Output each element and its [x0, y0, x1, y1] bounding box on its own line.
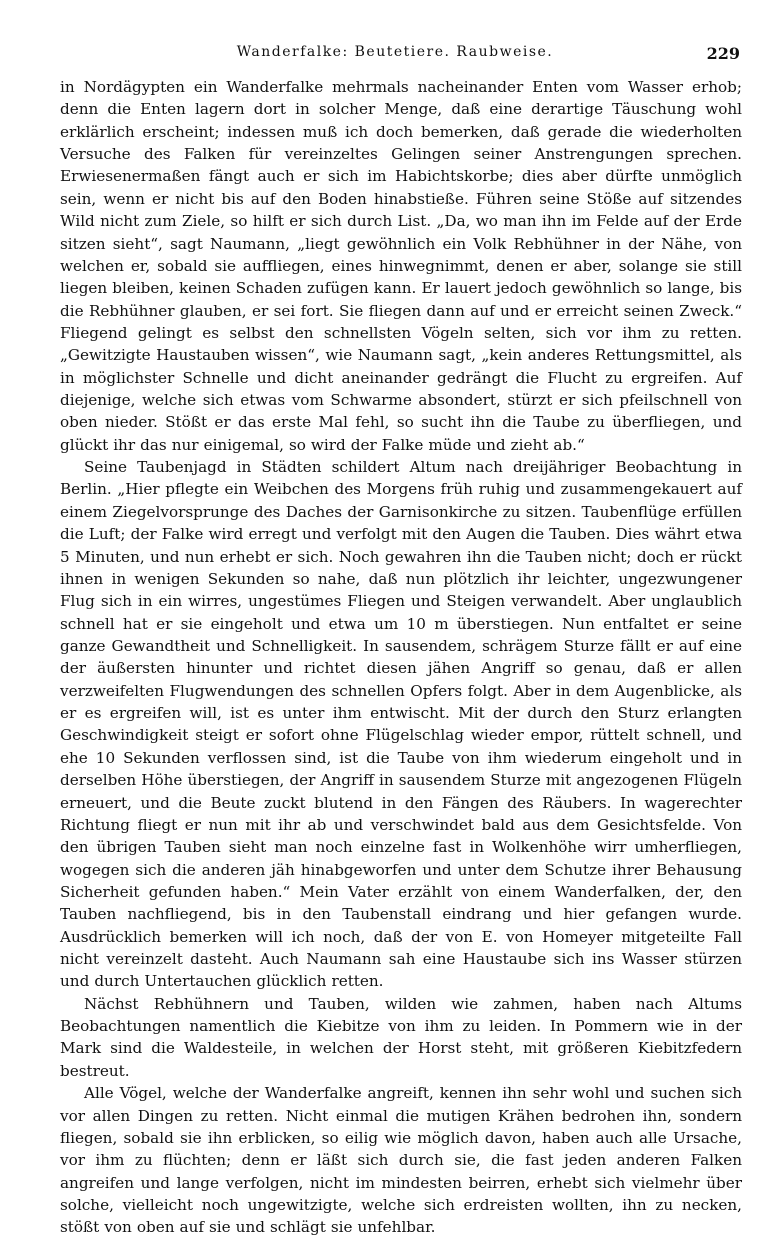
page-number: 229 [706, 44, 740, 63]
page-header [50, 44, 740, 70]
paragraph: Nächst Rebhühnern und Tauben, wilden wie zahmen, haben nach Altums Beobachtungen namentlich die Kiebitze von ihm zu leiden. In Pommern wie in der Mark sind die Waldesteile, in welchen der Horst steht, mit größeren Kiebitzfedern bestreut. [60, 994, 742, 1080]
paragraph: Seine Taubenjagd in Städten schildert Altum nach dreijähriger Beobachtung in Berlin. „Hier pflegte ein Weibchen des Morgens früh ruhig und zusammengekauert auf einem Ziegelvorsprunge des Daches der Garnisonkirche zu sitzen. Taubenflüge erfüllen die Luft; der Falke wird erregt und verfolgt mit den Augen die Tauben. Dies währt etwa 5 Minuten, und nun erhebt er sich. Noch gewahren ihn die Tauben nicht; doch er rückt ihnen in wenigen Sekunden so nahe, daß nun plötzlich ihr leichter, ungezwungener Flug sich in ein wirres, ungestümes Fliegen und Steigen verwandelt. Aber unglaublich schnell hat er sie eingeholt und etwa um 10 m überstiegen. Nun entfaltet er seine ganze Gewandtheit und Schnelligkeit. In sausendem, schrägem Sturze fällt er auf eine der äußersten hinunter und richtet diesen jähen Angriff so genau, daß er allen verzweifelten Flugwendungen des schnellen Opfers folgt. Aber in dem Augenblicke, als er es ergreifen will, ist es unter ihm entwischt. Mit der durch den Sturz erlangten Geschwindigkeit steigt er sofort ohne Flügelschlag wieder empor, rüttelt schnell, und ehe 10 Sekunden verflossen sind, ist die Taube von ihm wiederum eingeholt und in derselben Höhe überstiegen, der Angriff in sausendem Sturze mit angezogenen Flügeln erneuert, und die Beute zuckt blutend in den Fängen des Räubers. In wagerechter Richtung fliegt er nun mit ihr ab und verschwindet bald aus dem Gesichtsfelde. Von den übrigen Tauben sieht man noch einzelne fast in Wolkenhöhe wirr umherfliegen, wogegen sich die anderen jäh hinabgeworfen und unter dem Schutze ihrer Behausung Sicherheit gefunden haben.“ Mein Vater erzählt von einem Wanderfalken, der, den Tauben nachfliegend, bis in den Taubenstall eindrang und hier gefangen wurde. Ausdrücklich bemerken will ich noch, daß der von E. von Homeyer mitgeteilte Fall nicht vereinzelt dasteht. Auch Naumann sah eine Haustaube sich ins Wasser stürzen und durch Untertauchen glücklich retten. [60, 458, 742, 991]
paragraph: in Nordägypten ein Wanderfalke mehrmals nacheinander Enten vom Wasser erhob; denn die Enten lagern dort in solcher Menge, daß eine derartige Täuschung wohl erklärlich erscheint; indessen muß ich doch bemerken, daß gerade die wiederholten Versuche des Falken für vereinzeltes Gelingen seiner Anstrengungen sprechen. Erwiesenermaßen fängt auch er sich im Habichtskorbe; dies aber dürfte unmöglich sein, wenn er nicht bis auf den Boden hinabstieße. Führen seine Stöße auf sitzendes Wild nicht zum Ziele, so hilft er sich durch List. „Da, wo man ihn im Felde auf der Erde sitzen sieht“, sagt Naumann, „liegt gewöhnlich ein Volk Rebhühner in der Nähe, von welchen er, sobald sie auffliegen, eines hinwegnimmt, denen er aber, solange sie still liegen bleiben, keinen Schaden zufügen kann. Er lauert jedoch gewöhnlich so lange, bis die Rebhühner glauben, er sei fort. Sie fliegen dann auf und er erreicht seinen Zweck.“ Fliegend gelingt es selbst den schnellsten Vögeln selten, sich vor ihm zu retten. „Gewitzigte Haustauben wissen“, wie Naumann sagt, „kein anderes Rettungsmittel, als in möglichster Schnelle und dicht aneinander gedrängt die Flucht zu ergreifen. Auf diejenige, welche sich etwas vom Schwarme absondert, stürzt er sich pfeilschnell von oben nieder. Stößt er das erste Mal fehl, so sucht ihn die Taube zu überfliegen, und glückt ihr das nur einigemal, so wird der Falke müde und zieht ab.“ [60, 78, 742, 454]
body-text [60, 76, 742, 1239]
paragraph: Alle Vögel, welche der Wanderfalke angreift, kennen ihn sehr wohl und suchen sich vor allen Dingen zu retten. Nicht einmal die mutigen Krähen bedrohen ihn, sondern fliegen, sobald sie ihn erblicken, so eilig wie möglich davon, haben auch alle Ursache, vor ihm zu flüchten; denn er läßt sich durch sie, die fast jeden anderen Falken angreifen und lange verfolgen, nicht im mindesten beirren, erhebt sich vielmehr über solche, vielleicht noch ungewitzigte, welche sich erdreisten wollten, ihn zu necken, stößt von oben auf sie und schlägt sie unfehlbar. [60, 1084, 742, 1237]
running-head: Wanderfalke: Beutetiere. Raubweise. [236, 44, 554, 60]
